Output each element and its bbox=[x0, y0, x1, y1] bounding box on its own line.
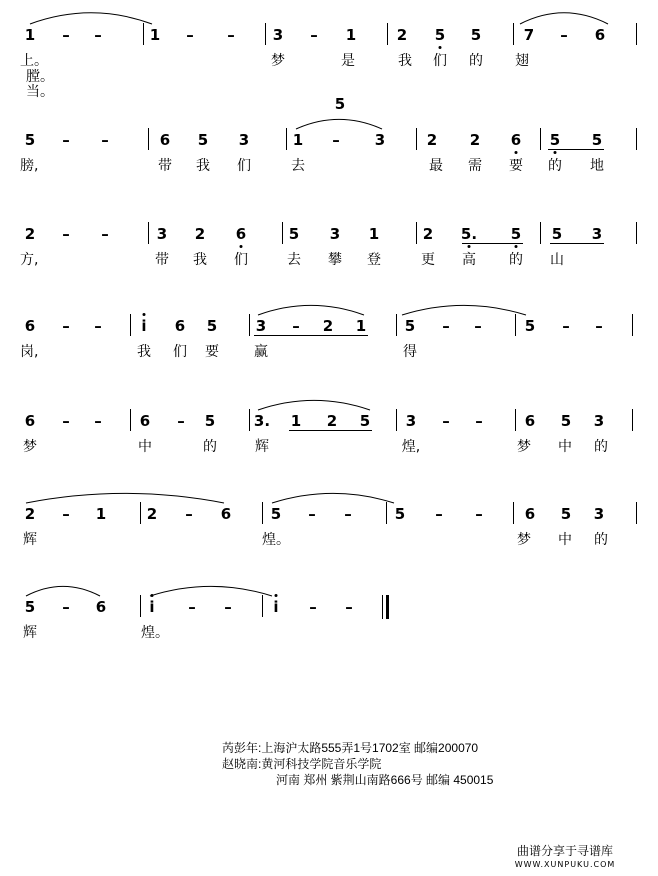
slur bbox=[258, 305, 364, 315]
bar-line bbox=[515, 314, 516, 336]
note: 5 bbox=[394, 505, 406, 523]
bar-line bbox=[282, 222, 283, 244]
note: i bbox=[141, 317, 147, 335]
lyric: 梦 bbox=[517, 439, 531, 455]
note: – bbox=[224, 598, 232, 616]
note: 2 bbox=[426, 131, 438, 149]
note: 5 bbox=[204, 412, 216, 430]
slur bbox=[26, 586, 100, 596]
lyric: 带 bbox=[155, 252, 169, 268]
watermark-site: WWW.XUNPUKU.COM bbox=[514, 860, 616, 869]
note: 6 bbox=[24, 317, 36, 335]
note: 3 bbox=[156, 225, 168, 243]
note: 5 bbox=[470, 26, 482, 44]
octave-dot-below bbox=[554, 151, 557, 154]
lyric: 要 bbox=[509, 158, 523, 174]
lyric: 的 bbox=[548, 158, 562, 174]
bar-line bbox=[140, 595, 141, 617]
note: – bbox=[185, 505, 193, 523]
note: 1 bbox=[355, 317, 367, 335]
lyric: 更 bbox=[421, 252, 435, 268]
slur bbox=[258, 400, 370, 410]
note: – bbox=[62, 505, 70, 523]
lyric: 是 bbox=[341, 53, 355, 69]
note: 3 bbox=[374, 131, 386, 149]
lyric: 煌, bbox=[401, 439, 421, 455]
note: – bbox=[442, 412, 450, 430]
note: – bbox=[94, 317, 102, 335]
slur bbox=[30, 13, 152, 24]
slur bbox=[26, 493, 224, 503]
note: – bbox=[474, 317, 482, 335]
lyric: 山 bbox=[550, 252, 564, 268]
lyric: 膀, bbox=[20, 158, 39, 174]
final-bar-thin bbox=[382, 595, 383, 619]
lyric: 赢 bbox=[254, 344, 268, 360]
note: – bbox=[560, 26, 568, 44]
note: – bbox=[177, 412, 185, 430]
note: – bbox=[101, 131, 109, 149]
note: – bbox=[562, 317, 570, 335]
eighth-beam bbox=[548, 149, 604, 150]
final-bar-thick bbox=[386, 595, 389, 619]
bar-line bbox=[416, 222, 417, 244]
lyric: 梦 bbox=[271, 53, 285, 69]
lyric: 们 bbox=[433, 53, 447, 69]
lyric: 方, bbox=[20, 252, 39, 268]
note: 3 bbox=[272, 26, 284, 44]
bar-line bbox=[140, 502, 141, 524]
footer-line-2: 赵晓南:黄河科技学院音乐学院 bbox=[222, 757, 382, 771]
note: – bbox=[475, 505, 483, 523]
bar-line bbox=[386, 502, 387, 524]
note: 2 bbox=[396, 26, 408, 44]
note: 6 bbox=[220, 505, 232, 523]
note: 6 bbox=[174, 317, 186, 335]
note: – bbox=[292, 317, 300, 335]
bar-line bbox=[540, 128, 541, 150]
note: 5 bbox=[334, 95, 346, 113]
octave-dot-above bbox=[275, 594, 278, 597]
lyric: 梦 bbox=[517, 532, 531, 548]
note: 6 bbox=[594, 26, 606, 44]
bar-line bbox=[540, 222, 541, 244]
note: 5 bbox=[524, 317, 536, 335]
bar-line bbox=[632, 409, 633, 431]
lyric: 得 bbox=[403, 344, 417, 360]
lyric: 地 bbox=[590, 158, 604, 174]
watermark-badge bbox=[500, 844, 630, 872]
slur bbox=[402, 305, 526, 315]
note: 2 bbox=[326, 412, 338, 430]
watermark-title: 曲谱分享于寻谱库 bbox=[516, 844, 613, 858]
footer-line-3: 河南 郑州 紫荆山南路666号 邮编 450015 bbox=[276, 773, 494, 787]
note: 2 bbox=[146, 505, 158, 523]
note: 5 bbox=[24, 131, 36, 149]
note: 1 bbox=[95, 505, 107, 523]
note: 5 bbox=[549, 131, 561, 149]
note: – bbox=[62, 225, 70, 243]
lyric: 我 bbox=[398, 53, 412, 69]
note: 1 bbox=[292, 131, 304, 149]
note: – bbox=[475, 412, 483, 430]
note: – bbox=[310, 26, 318, 44]
lyric: 我 bbox=[137, 344, 151, 360]
lyric: 辉 bbox=[255, 439, 269, 455]
footer-line-1: 芮彭年:上海沪太路555弄1号1702室 邮编200070 bbox=[222, 741, 479, 755]
note: 5 bbox=[560, 505, 572, 523]
note: 6 bbox=[24, 412, 36, 430]
lyric: 们 bbox=[234, 252, 248, 268]
slur bbox=[296, 119, 382, 129]
bar-line bbox=[148, 128, 149, 150]
note: – bbox=[62, 598, 70, 616]
note: – bbox=[62, 412, 70, 430]
note: 5 bbox=[197, 131, 209, 149]
note: 6 bbox=[524, 505, 536, 523]
note: 6 bbox=[159, 131, 171, 149]
lyric: 高 bbox=[462, 252, 476, 268]
lyric: 上。 bbox=[20, 53, 48, 69]
note: 5 bbox=[560, 412, 572, 430]
note: 2 bbox=[24, 505, 36, 523]
lyric: 登 bbox=[367, 252, 381, 268]
note: 3 bbox=[238, 131, 250, 149]
bar-line bbox=[515, 409, 516, 431]
note: 1 bbox=[345, 26, 357, 44]
note: – bbox=[62, 26, 70, 44]
note: 3 bbox=[593, 412, 605, 430]
note: 5 bbox=[591, 131, 603, 149]
note: 5 bbox=[24, 598, 36, 616]
eighth-beam bbox=[254, 335, 368, 336]
note: 1 bbox=[149, 26, 161, 44]
octave-dot-below bbox=[468, 245, 471, 248]
bar-line bbox=[249, 314, 250, 336]
note: – bbox=[435, 505, 443, 523]
octave-dot-below bbox=[515, 151, 518, 154]
note: 1 bbox=[368, 225, 380, 243]
lyric: 带 bbox=[158, 158, 172, 174]
note: – bbox=[344, 505, 352, 523]
note: 5 bbox=[434, 26, 446, 44]
note: 6 bbox=[95, 598, 107, 616]
note: 5 bbox=[288, 225, 300, 243]
lyric: 我 bbox=[193, 252, 207, 268]
note: 5 bbox=[551, 225, 563, 243]
bar-line bbox=[130, 314, 131, 336]
lyric: 岗, bbox=[20, 344, 39, 360]
note: 3 bbox=[405, 412, 417, 430]
note: – bbox=[308, 505, 316, 523]
lyric: 的 bbox=[594, 439, 608, 455]
note: 3 bbox=[329, 225, 341, 243]
bar-line bbox=[265, 23, 266, 45]
note: – bbox=[62, 131, 70, 149]
bar-line bbox=[513, 23, 514, 45]
lyric: 我 bbox=[196, 158, 210, 174]
lyric: 煌。 bbox=[141, 625, 169, 641]
slur bbox=[520, 13, 608, 24]
lyric: 的 bbox=[509, 252, 523, 268]
note: – bbox=[101, 225, 109, 243]
bar-line bbox=[262, 502, 263, 524]
lyric: 中 bbox=[138, 439, 152, 455]
lyric: 当。 bbox=[26, 84, 54, 100]
note: 3 bbox=[591, 225, 603, 243]
note: 6 bbox=[139, 412, 151, 430]
lyric: 辉 bbox=[23, 625, 37, 641]
lyric: 的 bbox=[594, 532, 608, 548]
note: 2 bbox=[469, 131, 481, 149]
note: 5 bbox=[404, 317, 416, 335]
eighth-beam bbox=[289, 430, 372, 431]
bar-line bbox=[636, 23, 637, 45]
bar-line bbox=[286, 128, 287, 150]
note: 5 bbox=[206, 317, 218, 335]
lyric: 的 bbox=[203, 439, 217, 455]
octave-dot-above bbox=[151, 594, 154, 597]
bar-line bbox=[396, 409, 397, 431]
note: 6 bbox=[510, 131, 522, 149]
bar-line bbox=[143, 23, 144, 45]
note: 6 bbox=[235, 225, 247, 243]
note: 2 bbox=[422, 225, 434, 243]
lyric: 的 bbox=[469, 53, 483, 69]
eighth-beam bbox=[462, 243, 523, 244]
note: – bbox=[332, 131, 340, 149]
lyric: 们 bbox=[237, 158, 251, 174]
bar-line bbox=[632, 314, 633, 336]
note: 5 bbox=[270, 505, 282, 523]
note: 6 bbox=[524, 412, 536, 430]
lyric: 辉 bbox=[23, 532, 37, 548]
bar-line bbox=[513, 502, 514, 524]
bar-line bbox=[636, 128, 637, 150]
lyric: 中 bbox=[558, 532, 572, 548]
bar-line bbox=[262, 595, 263, 617]
lyric: 去 bbox=[291, 158, 305, 174]
octave-dot-below bbox=[439, 46, 442, 49]
octave-dot-above bbox=[143, 313, 146, 316]
octave-dot-below bbox=[240, 245, 243, 248]
note: – bbox=[595, 317, 603, 335]
note: – bbox=[188, 598, 196, 616]
note: – bbox=[94, 26, 102, 44]
note: – bbox=[309, 598, 317, 616]
eighth-beam bbox=[550, 243, 604, 244]
note: 3 bbox=[255, 317, 267, 335]
note: 2 bbox=[194, 225, 206, 243]
bar-line bbox=[636, 502, 637, 524]
note: – bbox=[186, 26, 194, 44]
note: i bbox=[149, 598, 155, 616]
bar-line bbox=[148, 222, 149, 244]
lyric: 需 bbox=[468, 158, 482, 174]
lyric: 膛。 bbox=[26, 69, 54, 85]
note: – bbox=[94, 412, 102, 430]
bar-line bbox=[387, 23, 388, 45]
bar-line bbox=[130, 409, 131, 431]
bar-line bbox=[636, 222, 637, 244]
note: 3. bbox=[253, 412, 271, 430]
bar-line bbox=[396, 314, 397, 336]
lyric: 攀 bbox=[328, 252, 342, 268]
note: 7 bbox=[523, 26, 535, 44]
lyric: 煌。 bbox=[262, 532, 290, 548]
lyric: 要 bbox=[205, 344, 219, 360]
note: 5 bbox=[359, 412, 371, 430]
note: 5. bbox=[460, 225, 478, 243]
note: 1 bbox=[24, 26, 36, 44]
bar-line bbox=[249, 409, 250, 431]
slur bbox=[272, 493, 394, 503]
lyric: 去 bbox=[287, 252, 301, 268]
note: 2 bbox=[24, 225, 36, 243]
lyric: 翅 bbox=[515, 53, 529, 69]
note: – bbox=[442, 317, 450, 335]
bar-line bbox=[416, 128, 417, 150]
lyric: 们 bbox=[173, 344, 187, 360]
note: 5 bbox=[510, 225, 522, 243]
note: i bbox=[273, 598, 279, 616]
slur bbox=[150, 586, 272, 596]
octave-dot-below bbox=[515, 245, 518, 248]
note: – bbox=[62, 317, 70, 335]
note: 2 bbox=[322, 317, 334, 335]
lyric: 中 bbox=[558, 439, 572, 455]
lyric: 梦 bbox=[23, 439, 37, 455]
note: 1 bbox=[290, 412, 302, 430]
note: – bbox=[345, 598, 353, 616]
note: – bbox=[227, 26, 235, 44]
note: 3 bbox=[593, 505, 605, 523]
lyric: 最 bbox=[429, 158, 443, 174]
